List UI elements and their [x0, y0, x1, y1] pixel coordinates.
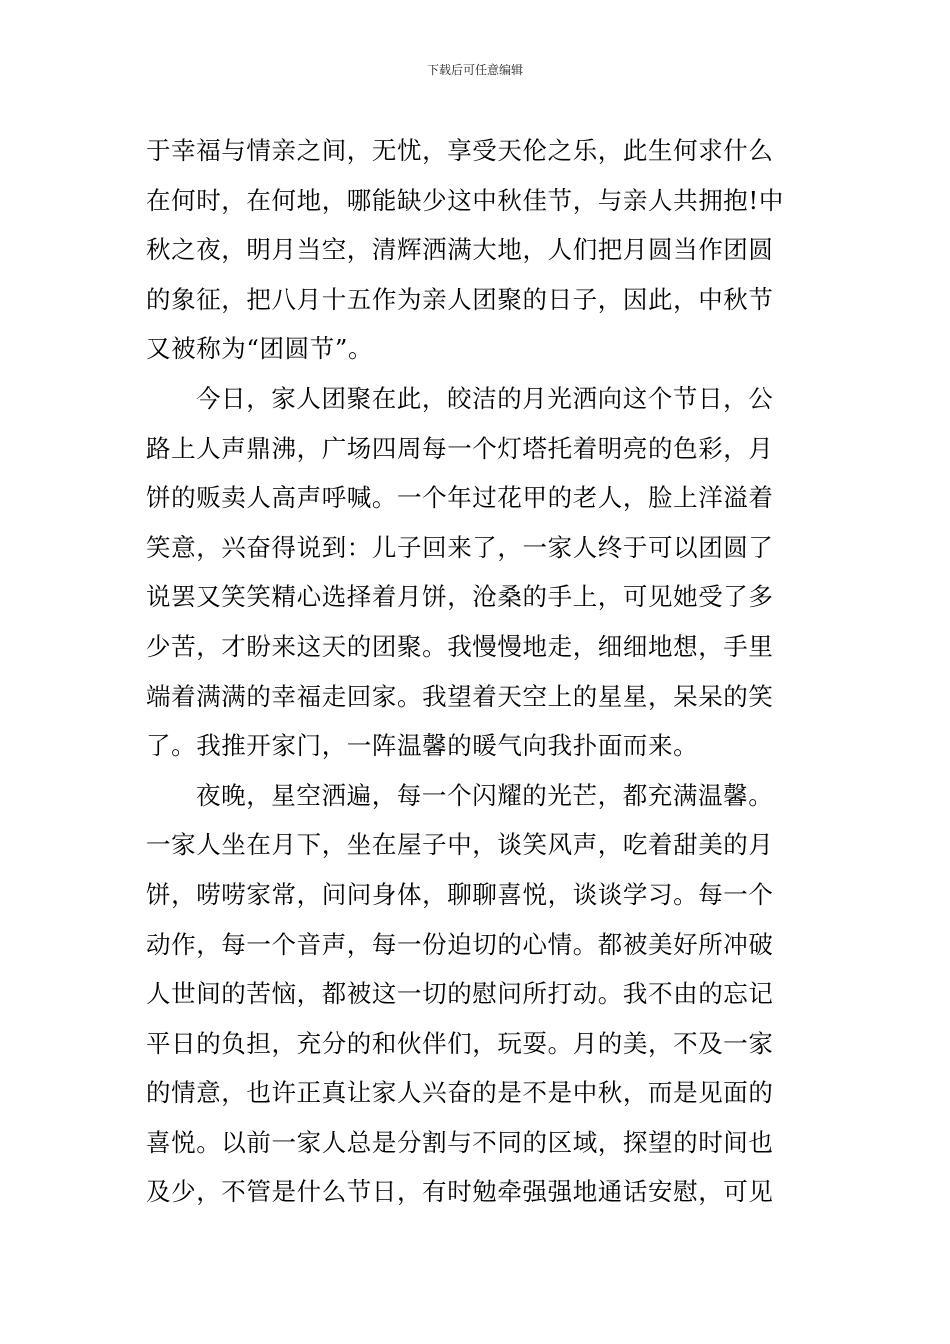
text-line: 的象征，把八月十五作为亲人团聚的日子，因此，中秋节: [146, 284, 774, 314]
paragraph-3: [146, 771, 806, 1217]
text-line: 于幸福与情亲之间，无忧，享受天伦之乐，此生何求什么: [146, 136, 774, 165]
paragraph-1: [146, 126, 806, 374]
paragraph-2: [146, 374, 806, 771]
text-line: 说罢又笑笑精心选择着月饼，沧桑的手上，可见她受了多: [146, 582, 774, 612]
text-line: 又被称为“团圆节”。: [146, 334, 374, 364]
text-line: 动作，每一个音声，每一份迫切的心情。都被美好所冲破: [146, 929, 774, 959]
text-line: 夜晚，星空洒遍，每一个闪耀的光芒，都充满温馨。: [196, 780, 774, 810]
text-line: 饼的贩卖人高声呼喊。一个年过花甲的老人，脸上洋溢着: [146, 483, 774, 513]
document-body: [146, 126, 806, 1217]
page-header: 下载后可任意编辑: [426, 63, 523, 77]
text-line: 少苦，才盼来这天的团聚。我慢慢地走，细细地想，手里: [146, 631, 774, 661]
text-line: 笑意，兴奋得说到：儿子回来了，一家人终于可以团圆了: [146, 532, 774, 562]
text-line: 了。我推开家门，一阵温馨的暖气向我扑面而来。: [146, 731, 699, 761]
text-line: 的情意，也许正真让家人兴奋的是不是中秋，而是见面的: [146, 1078, 774, 1108]
text-line: 人世间的苦恼，都被这一切的慰问所打动。我不由的忘记: [146, 979, 774, 1009]
text-line: 路上人声鼎沸，广场四周每一个灯塔托着明亮的色彩，月: [146, 433, 774, 463]
text-line: 饼，唠唠家常，问问身体，聊聊喜悦，谈谈学习。每一个: [146, 879, 774, 909]
text-line: 平日的负担，充分的和伙伴们，玩耍。月的美，不及一家: [146, 1028, 774, 1058]
text-line: 今日，家人团聚在此，皎洁的月光洒向这个节日，公: [196, 383, 774, 413]
text-line: 在何时，在何地，哪能缺少这中秋佳节，与亲人共拥抱!中: [146, 185, 784, 215]
text-line: 及少，不管是什么节日，有时勉牵强强地通话安慰，可见: [146, 1177, 774, 1207]
text-line: 端着满满的幸福走回家。我望着天空上的星星，呆呆的笑: [146, 681, 774, 711]
text-line: 喜悦。以前一家人总是分割与不同的区域，探望的时间也: [146, 1127, 774, 1157]
text-line: 一家人坐在月下，坐在屋子中，谈笑风声，吃着甜美的月: [146, 830, 774, 860]
text-line: 秋之夜，明月当空，清辉洒满大地，人们把月圆当作团圆: [146, 235, 774, 265]
